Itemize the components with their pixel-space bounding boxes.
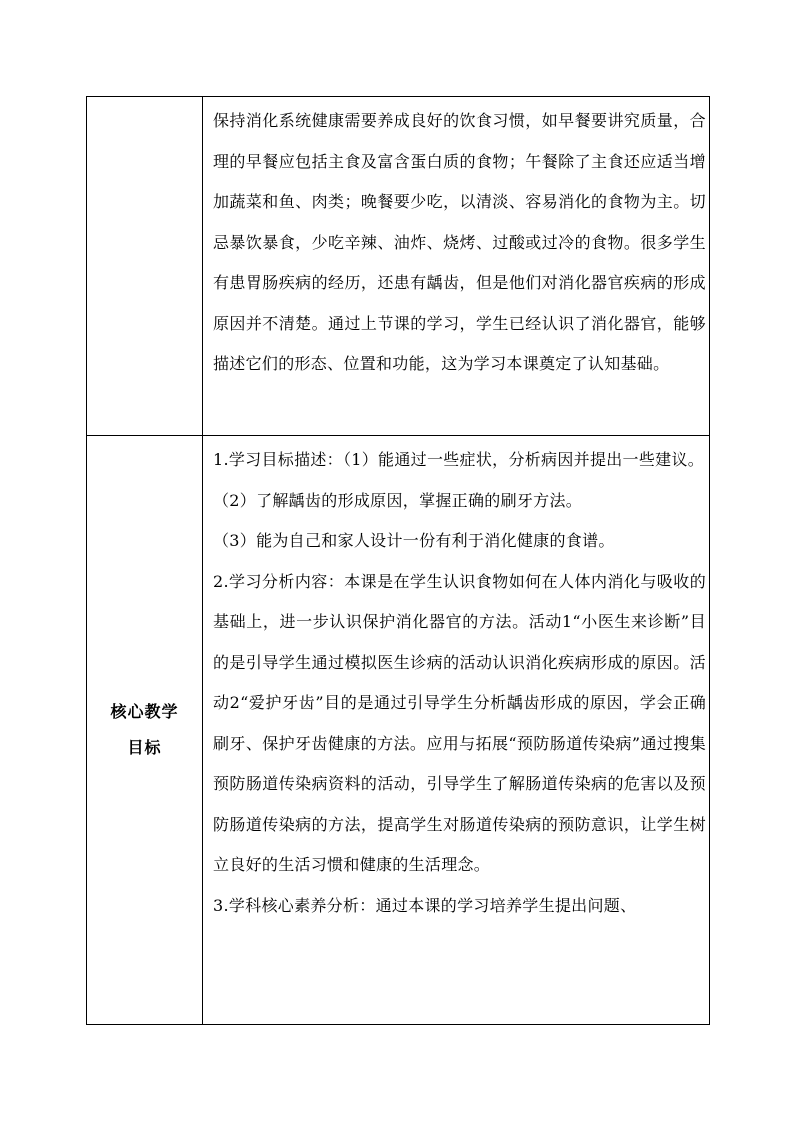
objective-description: 1.学习目标描述：（1）能通过一些症状，分析病因并提出一些建议。	[213, 450, 705, 469]
lesson-plan-table	[86, 96, 710, 1025]
table-row-core-objectives	[87, 436, 710, 1025]
objective-item-3: （3）能为自己和家人设计一份有利于消化健康的食谱。	[213, 531, 615, 550]
table-row-background	[87, 97, 710, 436]
row-label-cell	[87, 97, 203, 436]
row-content-cell	[203, 97, 710, 436]
row-label-core-objectives: 核心教学目标	[110, 702, 179, 757]
core-literacy-analysis: 3.学科核心素养分析：通过本课的学习培养学生提出问题、	[213, 895, 637, 915]
row-label-cell	[87, 436, 203, 1025]
objective-item-2: （2）了解龋齿的形成原因，掌握正确的刷牙方法。	[213, 490, 583, 510]
row-content-cell	[203, 436, 710, 1025]
content-analysis: 2.学习分析内容：本课是在学生认识食物如何在人体内消化与吸收的基础上，进一步认识保护消化器官的方法。活动1“小医生来诊断”目的是引导学生通过模拟医生诊病的活动认识消化疾病形成的原因。活动2“爱护牙齿”目的是通过引导学生分析龋齿形成的原因，学会正确刷牙、保护牙齿健康的方法。应用与拓展“预防肠道传染病”通过搜集预防肠道传染病资料的活动，引导学生了解肠道传染病的危害以及预防肠道传染病的方法，提高学生对肠道传染病的预防意识，让学生树立良好的生活习惯和健康的生活理念。	[213, 571, 706, 874]
content-paragraph: 保持消化系统健康需要养成良好的饮食习惯，如早餐要讲究质量，合理的早餐应包括主食及富含蛋白质的食物；午餐除了主食还应适当增加蔬菜和鱼、肉类；晚餐要少吃，以清淡、容易消化的食物为主。切忌暴饮暴食，少吃辛辣、油炸、烧烤、过酸或过冷的食物。很多学生有患胃肠疾病的经历，还患有龋齿，但是他们对消化器官疾病的形成原因并不清楚。通过上节课的学习，学生已经认识了消化器官，能够描述它们的形态、位置和功能，这为学习本课奠定了认知基础。	[213, 111, 706, 373]
